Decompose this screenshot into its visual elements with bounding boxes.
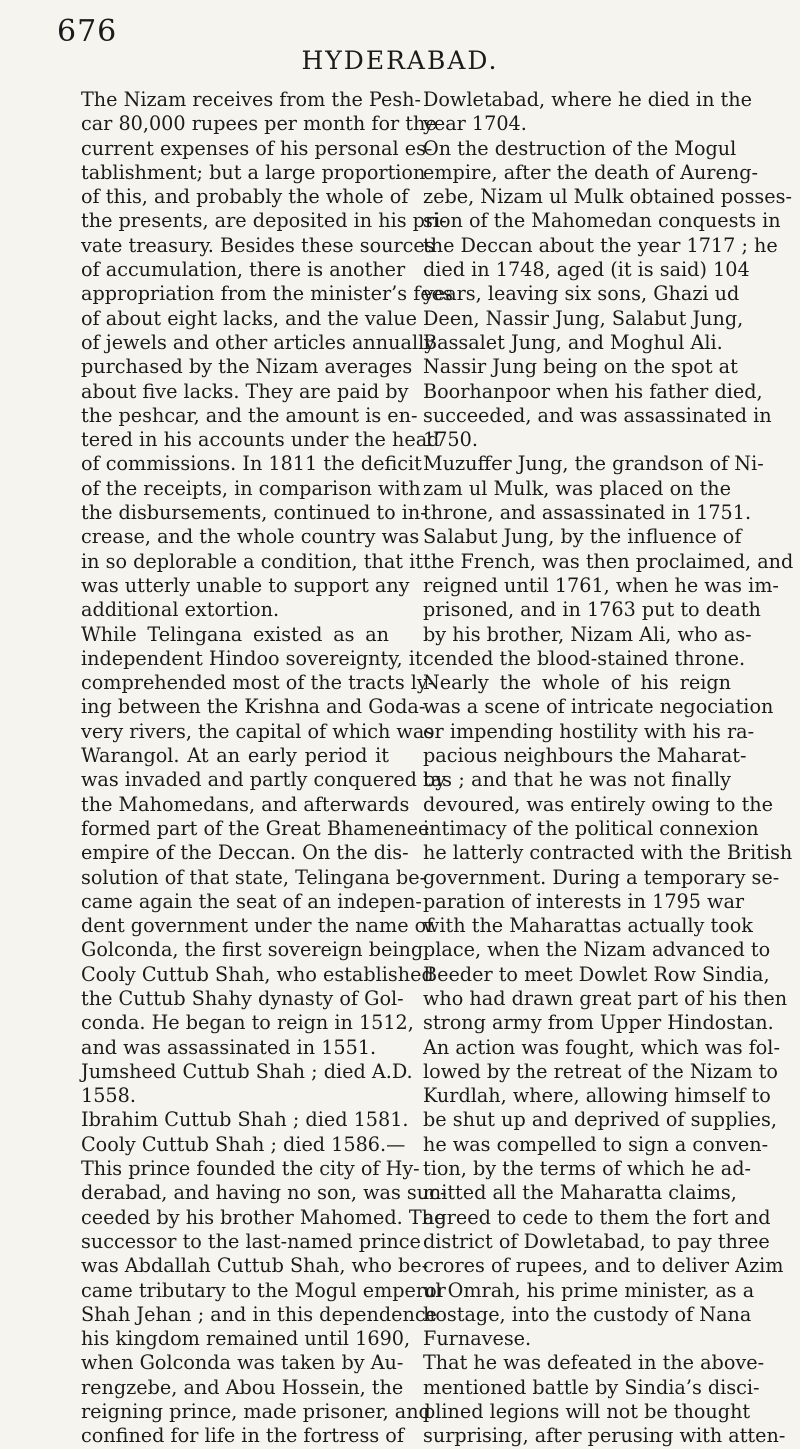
text-line: came tributary to the Mogul emperor — [81, 1278, 446, 1302]
text-line: devoured, was entirely owing to the — [423, 792, 774, 816]
text-line: hostage, into the custody of Nana — [423, 1302, 752, 1326]
text-line: was a scene of intricate negociation — [423, 695, 774, 719]
text-line: district of Dowletabad, to pay three — [423, 1229, 770, 1253]
text-line: rengzebe, and Abou Hossein, the — [81, 1375, 404, 1399]
text-line: surprising, after perusing with atten- — [423, 1424, 786, 1448]
text-line: tered in his accounts under the head — [81, 428, 440, 452]
text-line: Muzuffer Jung, the grandson of Ni- — [423, 452, 764, 476]
text-line: he latterly contracted with the British — [423, 841, 793, 865]
text-line: the Deccan about the year 1717 ; he — [423, 233, 778, 257]
text-line: Warangol. At an early period it — [81, 744, 389, 768]
text-line: Deen, Nassir Jung, Salabut Jung, — [423, 306, 744, 330]
text-line: appropriation from the minister’s fees — [81, 282, 453, 306]
text-line: reigning prince, made prisoner, and — [81, 1400, 431, 1424]
paragraph — [401, 355, 772, 452]
text-line: Cooly Cuttub Shah ; died 1586.— — [81, 1132, 406, 1156]
text-line: and was assassinated in 1551. — [81, 1035, 377, 1059]
text-line: The Nizam receives from the Pesh- — [81, 88, 422, 111]
text-line: in so deplorable a condition, that it — [81, 549, 423, 573]
text-line: intimacy of the political connexion — [423, 816, 759, 840]
paragraph — [401, 525, 794, 1351]
text-line: throne, and assassinated in 1751. — [423, 501, 752, 525]
text-line: crease, and the whole country was — [81, 525, 420, 549]
text-line: dent government under the name of — [81, 914, 434, 938]
text-line: succeeded, and was assassinated in — [423, 403, 772, 427]
text-line: vate treasury. Besides these sources — [81, 233, 435, 257]
text-line: cended the blood-stained throne. — [423, 646, 746, 670]
text-line: formed part of the Great Bhamenee — [81, 816, 430, 840]
text-line: paration of interests in 1795 war — [423, 889, 745, 913]
text-line: about five lacks. They are paid by — [81, 379, 409, 403]
text-line: An action was fought, which was fol- — [423, 1035, 780, 1059]
text-line: Kurdlah, where, allowing himself to — [423, 1084, 771, 1108]
text-line: ceeded by his brother Mahomed. The — [81, 1205, 446, 1229]
text-line: Furnavese. — [423, 1327, 532, 1351]
text-line: Salabut Jung, by the influence of — [423, 525, 742, 549]
text-line: 1558. — [81, 1084, 136, 1108]
text-line: purchased by the Nizam averages — [81, 355, 413, 379]
text-line: Shah Jehan ; and in this dependence — [81, 1302, 437, 1326]
text-line: year 1704. — [423, 112, 527, 136]
text-line: prisoned, and in 1763 put to death — [423, 598, 761, 622]
text-line: was invaded and partly conquered by — [81, 768, 447, 792]
text-line: conda. He began to reign in 1512, — [81, 1011, 414, 1035]
text-line: be shut up and deprived of supplies, — [423, 1108, 777, 1132]
text-line: of about eight lacks, and the value — [81, 306, 417, 330]
text-line: when Golconda was taken by Au- — [81, 1351, 404, 1375]
text-line: of jewels and other articles annually — [81, 330, 436, 354]
text-line: additional extortion. — [81, 598, 280, 622]
text-line: independent Hindoo sovereignty, it — [81, 646, 423, 670]
text-line: ing between the Krishna and Goda- — [81, 695, 426, 719]
text-line: tablishment; but a large proportion — [81, 160, 426, 184]
text-line: tion, by the terms of which he ad- — [423, 1157, 751, 1181]
text-line: While Telingana existed as an — [81, 622, 389, 646]
text-line: empire, after the death of Aureng- — [423, 160, 758, 184]
text-line: Bassalet Jung, and Moghul Ali. — [423, 330, 723, 354]
text-line: On the destruction of the Mogul — [423, 136, 737, 160]
text-line: Beeder to meet Dowlet Row Sindia, — [423, 962, 770, 986]
text-line: government. During a temporary se- — [423, 865, 780, 889]
text-line: the Cuttub Shahy dynasty of Gol- — [81, 986, 404, 1010]
text-line: Cooly Cuttub Shah, who established — [81, 962, 434, 986]
page-number: 676 — [57, 14, 118, 49]
text-line: the presents, are deposited in his pri- — [81, 209, 447, 233]
text-line: current expenses of his personal es- — [81, 136, 433, 160]
text-line: of this, and probably the whole of — [81, 185, 409, 209]
text-line: ul Omrah, his prime minister, as a — [423, 1278, 755, 1302]
text-line: came again the seat of an indepen- — [81, 889, 422, 913]
text-line: Golconda, the first sovereign being — [81, 938, 424, 962]
text-line: successor to the last-named prince — [81, 1229, 421, 1253]
text-line: zebe, Nizam ul Mulk obtained posses- — [423, 185, 792, 209]
text-line: car 80,000 rupees per month for the — [81, 112, 437, 136]
paragraph — [59, 1059, 413, 1109]
text-line: empire of the Deccan. On the dis- — [81, 841, 409, 865]
text-line: mitted all the Maharatta claims, — [423, 1181, 737, 1205]
text-line: died in 1748, aged (it is said) 104 — [423, 258, 750, 282]
text-line: sion of the Mahomedan conquests in — [423, 209, 781, 233]
text-line: was utterly unable to support any — [81, 573, 410, 597]
text-line: Boorhanpoor when his father died, — [423, 379, 763, 403]
text-line: derabad, and having no son, was suc- — [81, 1181, 447, 1205]
paragraph — [401, 1351, 786, 1448]
text-line: the peshcar, and the amount is en- — [81, 403, 418, 427]
text-line: place, when the Nizam advanced to — [423, 938, 771, 962]
text-line: lowed by the retreat of the Nizam to — [423, 1059, 778, 1083]
paragraph — [401, 88, 752, 137]
text-line: Nearly the whole of his reign — [423, 671, 731, 695]
text-line: Nassir Jung being on the spot at — [423, 355, 738, 379]
text-line: Jumsheed Cuttub Shah ; died A.D. — [81, 1059, 413, 1083]
text-line: or impending hostility with his ra- — [423, 719, 755, 743]
running-head: HYDERABAD. — [301, 46, 499, 75]
text-line: he was compelled to sign a conven- — [423, 1132, 769, 1156]
text-line: tas ; and that he was not finally — [423, 768, 731, 792]
text-line: of the receipts, in comparison with — [81, 476, 421, 500]
text-line: solution of that state, Telingana be- — [81, 865, 427, 889]
text-line: reigned until 1761, when he was im- — [423, 573, 779, 597]
text-line: very rivers, the capital of which was — [81, 719, 435, 743]
paragraph — [59, 1108, 409, 1132]
text-line: comprehended most of the tracts ly- — [81, 671, 435, 695]
paragraph — [59, 622, 447, 1060]
text-line: That he was defeated in the above- — [423, 1351, 765, 1375]
text-line: his kingdom remained until 1690, — [81, 1327, 411, 1351]
text-line: mentioned battle by Sindia’s disci- — [423, 1375, 760, 1399]
text-line: strong army from Upper Hindostan. — [423, 1011, 774, 1035]
text-line: pacious neighbours the Maharat- — [423, 744, 747, 768]
text-line: crores of rupees, and to deliver Azim — [423, 1254, 784, 1278]
text-line: years, leaving six sons, Ghazi ud — [423, 282, 740, 306]
text-line: the French, was then proclaimed, and — [423, 549, 794, 573]
paragraph — [401, 452, 764, 525]
text-line: Ibrahim Cuttub Shah ; died 1581. — [81, 1108, 409, 1132]
text-line: the Mahomedans, and afterwards — [81, 792, 410, 816]
text-line: plined legions will not be thought — [423, 1400, 751, 1424]
text-line: agreed to cede to them the fort and — [423, 1205, 771, 1229]
text-line: of commissions. In 1811 the deficit — [81, 452, 422, 476]
text-line: confined for life in the fortress of — [81, 1424, 404, 1448]
text-line: with the Maharattas actually took — [423, 914, 753, 938]
text-line: 1750. — [423, 428, 478, 452]
text-line: This prince founded the city of Hy- — [81, 1157, 420, 1181]
paragraph — [59, 1132, 447, 1449]
text-line: zam ul Mulk, was placed on the — [423, 476, 731, 500]
text-line: Dowletabad, where he died in the — [423, 88, 752, 111]
text-line: by his brother, Nizam Ali, who as- — [423, 622, 752, 646]
right-column — [401, 88, 794, 1449]
text-line: was Abdallah Cuttub Shah, who be- — [81, 1254, 429, 1278]
text-line: who had drawn great part of his then — [423, 986, 788, 1010]
text-line: of accumulation, there is another — [81, 258, 406, 282]
paragraph — [401, 136, 792, 356]
text-line: the disbursements, continued to in- — [81, 501, 427, 525]
